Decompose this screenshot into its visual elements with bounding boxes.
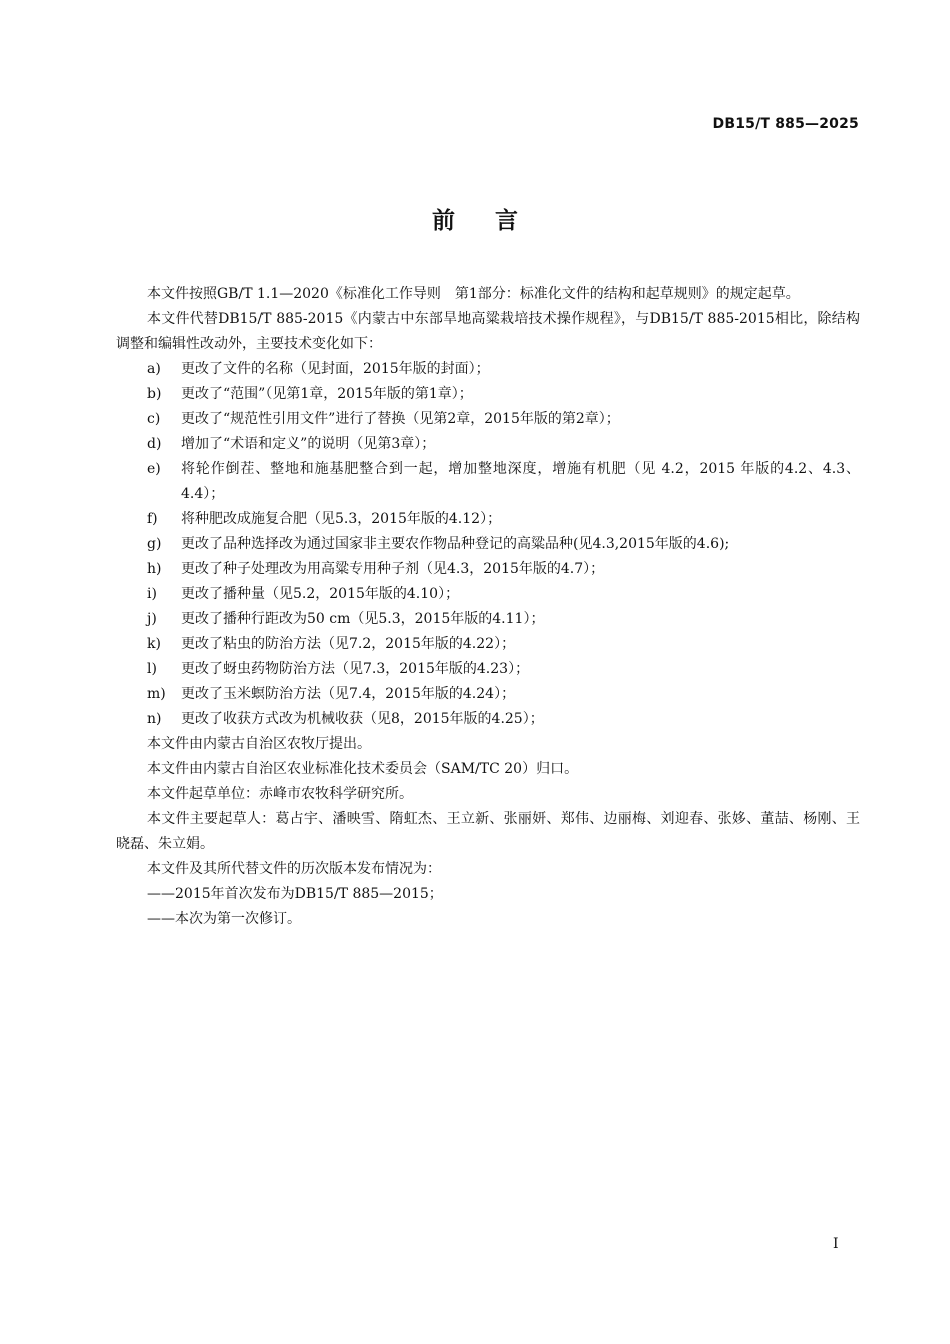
change-item-label: m) (147, 686, 166, 702)
change-item-text: 更改了播种行距改为50 cm（见5.3，2015年版的4.11）； (181, 611, 545, 627)
change-item-k (116, 632, 860, 657)
change-item-label: d) (147, 436, 162, 452)
change-item-label: b) (147, 386, 162, 402)
change-item-text: 更改了玉米螟防治方法（见7.4，2015年版的4.24）； (181, 686, 516, 702)
change-item-label: g) (147, 536, 162, 552)
change-item-j (116, 607, 860, 632)
history-entry-revision: ——本次为第一次修订。 (147, 911, 301, 927)
paragraph-proposer: 本文件由内蒙古自治区农牧厅提出。 (147, 736, 371, 752)
change-item-m (116, 682, 860, 707)
paragraph-drafters: 本文件主要起草人：葛占宇、潘映雪、隋虹杰、王立新、张丽妍、郑伟、边丽梅、刘迎春、张姼、董喆、杨刚、王晓磊、朱立娟。 (116, 811, 860, 852)
paragraph-replacement: 本文件代替DB15/T 885-2015《内蒙古中东部旱地高粱栽培技术操作规程》，与DB15/T 885-2015相比，除结构调整和编辑性改动外，主要技术变化如下： (116, 311, 860, 352)
change-item-text: 更改了种子处理改为用高粱专用种子剂（见4.3，2015年版的4.7）； (181, 561, 605, 577)
change-item-b (116, 382, 860, 407)
change-item-text: 更改了粘虫的防治方法（见7.2，2015年版的4.22）； (181, 636, 516, 652)
change-item-text: 将轮作倒茬、整地和施基肥整合到一起，增加整地深度，增施有机肥（见 4.2，2015 年版的4.2、4.3、4.4）； (181, 461, 860, 502)
change-item-g (116, 532, 860, 557)
change-item-label: i) (147, 586, 157, 602)
change-item-c (116, 407, 860, 432)
document-code: DB15/T 885—2025 (712, 116, 859, 132)
change-item-label: a) (147, 361, 161, 377)
paragraph-drafting-unit: 本文件起草单位：赤峰市农牧科学研究所。 (147, 786, 413, 802)
change-item-text: 更改了蚜虫药物防治方法（见7.3，2015年版的4.23）； (181, 661, 530, 677)
change-item-text: 更改了“规范性引用文件”进行了替换（见第2章，2015年版的第2章）； (181, 411, 620, 427)
change-item-text: 更改了品种选择改为通过国家非主要农作物品种登记的高粱品种(见4.3,2015年版的4.6); (181, 536, 730, 552)
history-entry-first: ——2015年首次发布为DB15/T 885—2015； (147, 886, 443, 902)
change-item-text: 更改了播种量（见5.2，2015年版的4.10）； (181, 586, 460, 602)
change-item-f (116, 507, 860, 532)
change-item-label: e) (147, 461, 161, 477)
page-title: 前言 (432, 208, 558, 234)
change-item-i (116, 582, 860, 607)
change-item-label: j) (147, 611, 157, 627)
page-number: I (833, 1236, 839, 1252)
change-item-label: c) (147, 411, 161, 427)
change-item-n (116, 707, 860, 732)
change-item-label: h) (147, 561, 162, 577)
paragraph-history-intro: 本文件及其所代替文件的历次版本发布情况为： (147, 861, 441, 877)
change-item-l (116, 657, 860, 682)
paragraph-drafting-basis: 本文件按照GB/T 1.1—2020《标准化工作导则 第1部分：标准化文件的结构和起草规则》的规定起草。 (147, 286, 800, 302)
change-item-text: 更改了文件的名称（见封面，2015年版的封面）； (181, 361, 490, 377)
change-item-text: 增加了“术语和定义”的说明（见第3章）； (181, 436, 436, 452)
paragraph-centralizer: 本文件由内蒙古自治区农业标准化技术委员会（SAM/TC 20）归口。 (147, 761, 579, 777)
change-item-text: 更改了收获方式改为机械收获（见8，2015年版的4.25）； (181, 711, 544, 727)
change-item-label: f) (147, 511, 158, 527)
change-item-d (116, 432, 860, 457)
change-item-a (116, 357, 860, 382)
change-item-h (116, 557, 860, 582)
change-item-label: n) (147, 711, 162, 727)
change-item-text: 将种肥改成施复合肥（见5.3，2015年版的4.12）； (181, 511, 502, 527)
change-item-label: l) (147, 661, 157, 677)
change-item-label: k) (147, 636, 161, 652)
change-item-text: 更改了“范围”（见第1章，2015年版的第1章）； (181, 386, 473, 402)
change-item-e (116, 457, 860, 507)
foreword-body (116, 282, 860, 932)
